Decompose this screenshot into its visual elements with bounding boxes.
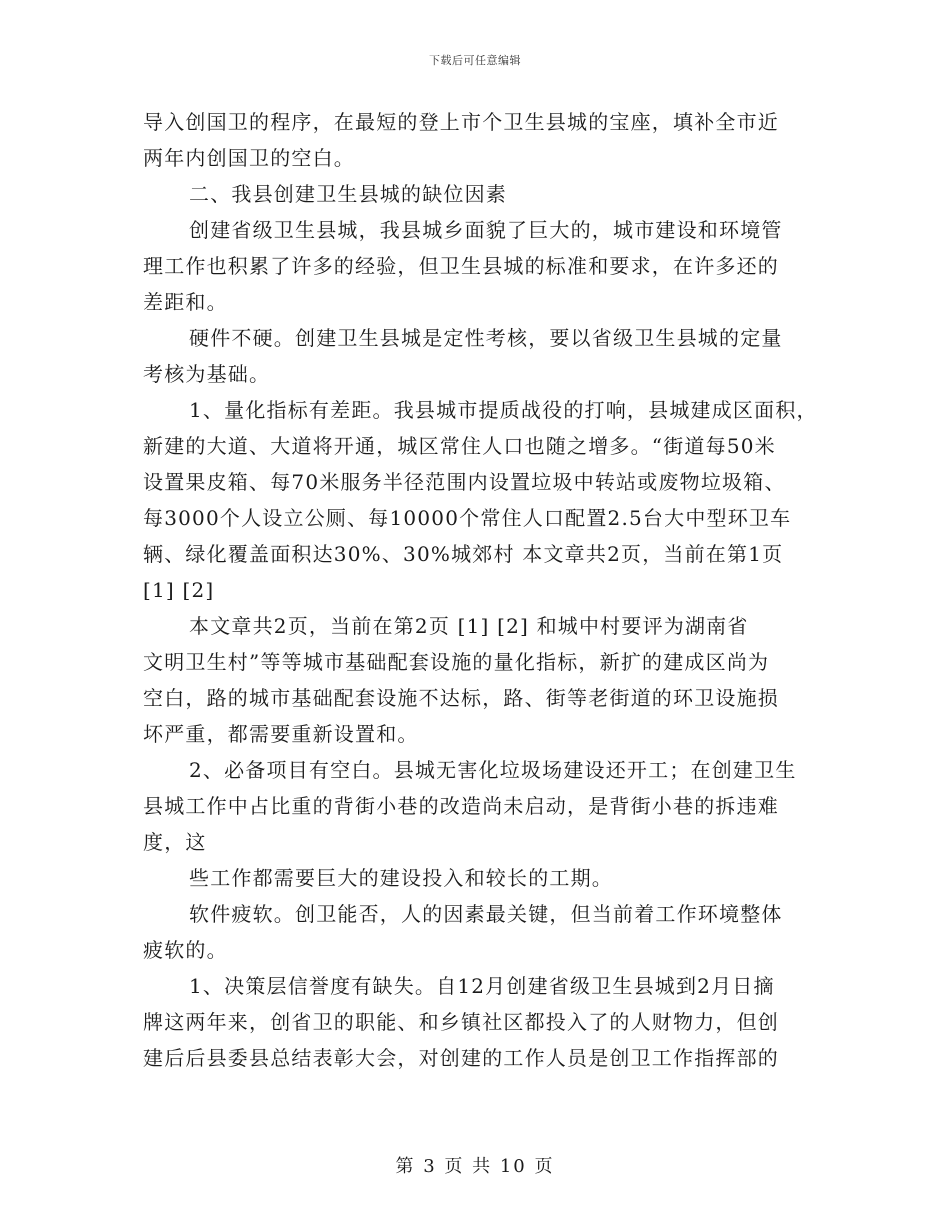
document-body [143,104,833,1076]
body-line: 2、必备项目有空白。县城无害化垃圾场建设还开工；在创建卫生 [189,758,797,782]
body-line: 坏严重，都需要重新设置和。 [143,722,419,746]
body-line: 空白，路的城市基础配套设施不达标，路、街等老街道的环卫设施损 [143,686,779,710]
page-links[interactable]: [1] [2] [143,578,215,602]
body-line: 1、决策层信誉度有缺失。自12月创建省级卫生县城到2月日摘 [189,974,775,998]
section-heading: 二、我县创建卫生县城的缺位因素 [189,182,507,206]
body-line: 软件疲软。创卫能否，人的因素最关键，但当前着工作环境整体 [189,902,783,926]
body-line: 硬件不硬。创建卫生县城是定性考核，要以省级卫生县城的定量 [189,326,783,350]
body-line: 考核为基础。 [143,362,271,386]
body-line: 创建省级卫生县城，我县城乡面貌了巨大的，城市建设和环境管 [189,218,783,242]
body-line: 些工作都需要巨大的建设投入和较长的工期。 [189,866,613,890]
body-line: 导入创国卫的程序，在最短的登上市个卫生县城的宝座，填补全市近 [143,110,779,134]
body-line: 县城工作中占比重的背街小巷的改造尚未启动，是背街小巷的拆违难 [143,794,779,818]
page-number-footer: 第 3 页 共 10 页 [395,1156,555,1177]
body-line: 1、量化指标有差距。我县城市提质战役的打响，县城建成区面积， [189,398,818,422]
body-line: 每3000个人设立公厕、每10000个常住人口配置2.5台大中型环卫车 [143,506,792,530]
page-header-note: 下载后可任意编辑 [429,54,521,67]
body-line: 设置果皮箱、每70米服务半径范围内设置垃圾中转站或废物垃圾箱、 [143,470,786,494]
body-line: 本文章共2页，当前在第2页 [1] [2] 和城中村要评为湖南省 [189,614,749,638]
body-line: 新建的大道、大道将开通，城区常住人口也随之增多。“街道每50米 [143,434,776,458]
body-line: 辆、绿化覆盖面积达30%、30%城郊村 本文章共2页，当前在第1页 [143,542,784,566]
body-line: 疲软的。 [143,938,228,962]
body-line: 两年内创国卫的空白。 [143,146,355,170]
body-line: 建后后县委县总结表彰大会，对创建的工作人员是创卫工作指挥部的 [143,1046,779,1070]
body-line: 度，这 [143,830,207,854]
body-line: 差距和。 [143,290,228,314]
body-line: 牌这两年来，创省卫的职能、和乡镇社区都投入了的人财物力，但创 [143,1010,779,1034]
body-line: 文明卫生村”等等城市基础配套设施的量化指标，新扩的建成区尚为 [143,650,770,674]
body-line: 理工作也积累了许多的经验，但卫生县城的标准和要求，在许多还的 [143,254,779,278]
